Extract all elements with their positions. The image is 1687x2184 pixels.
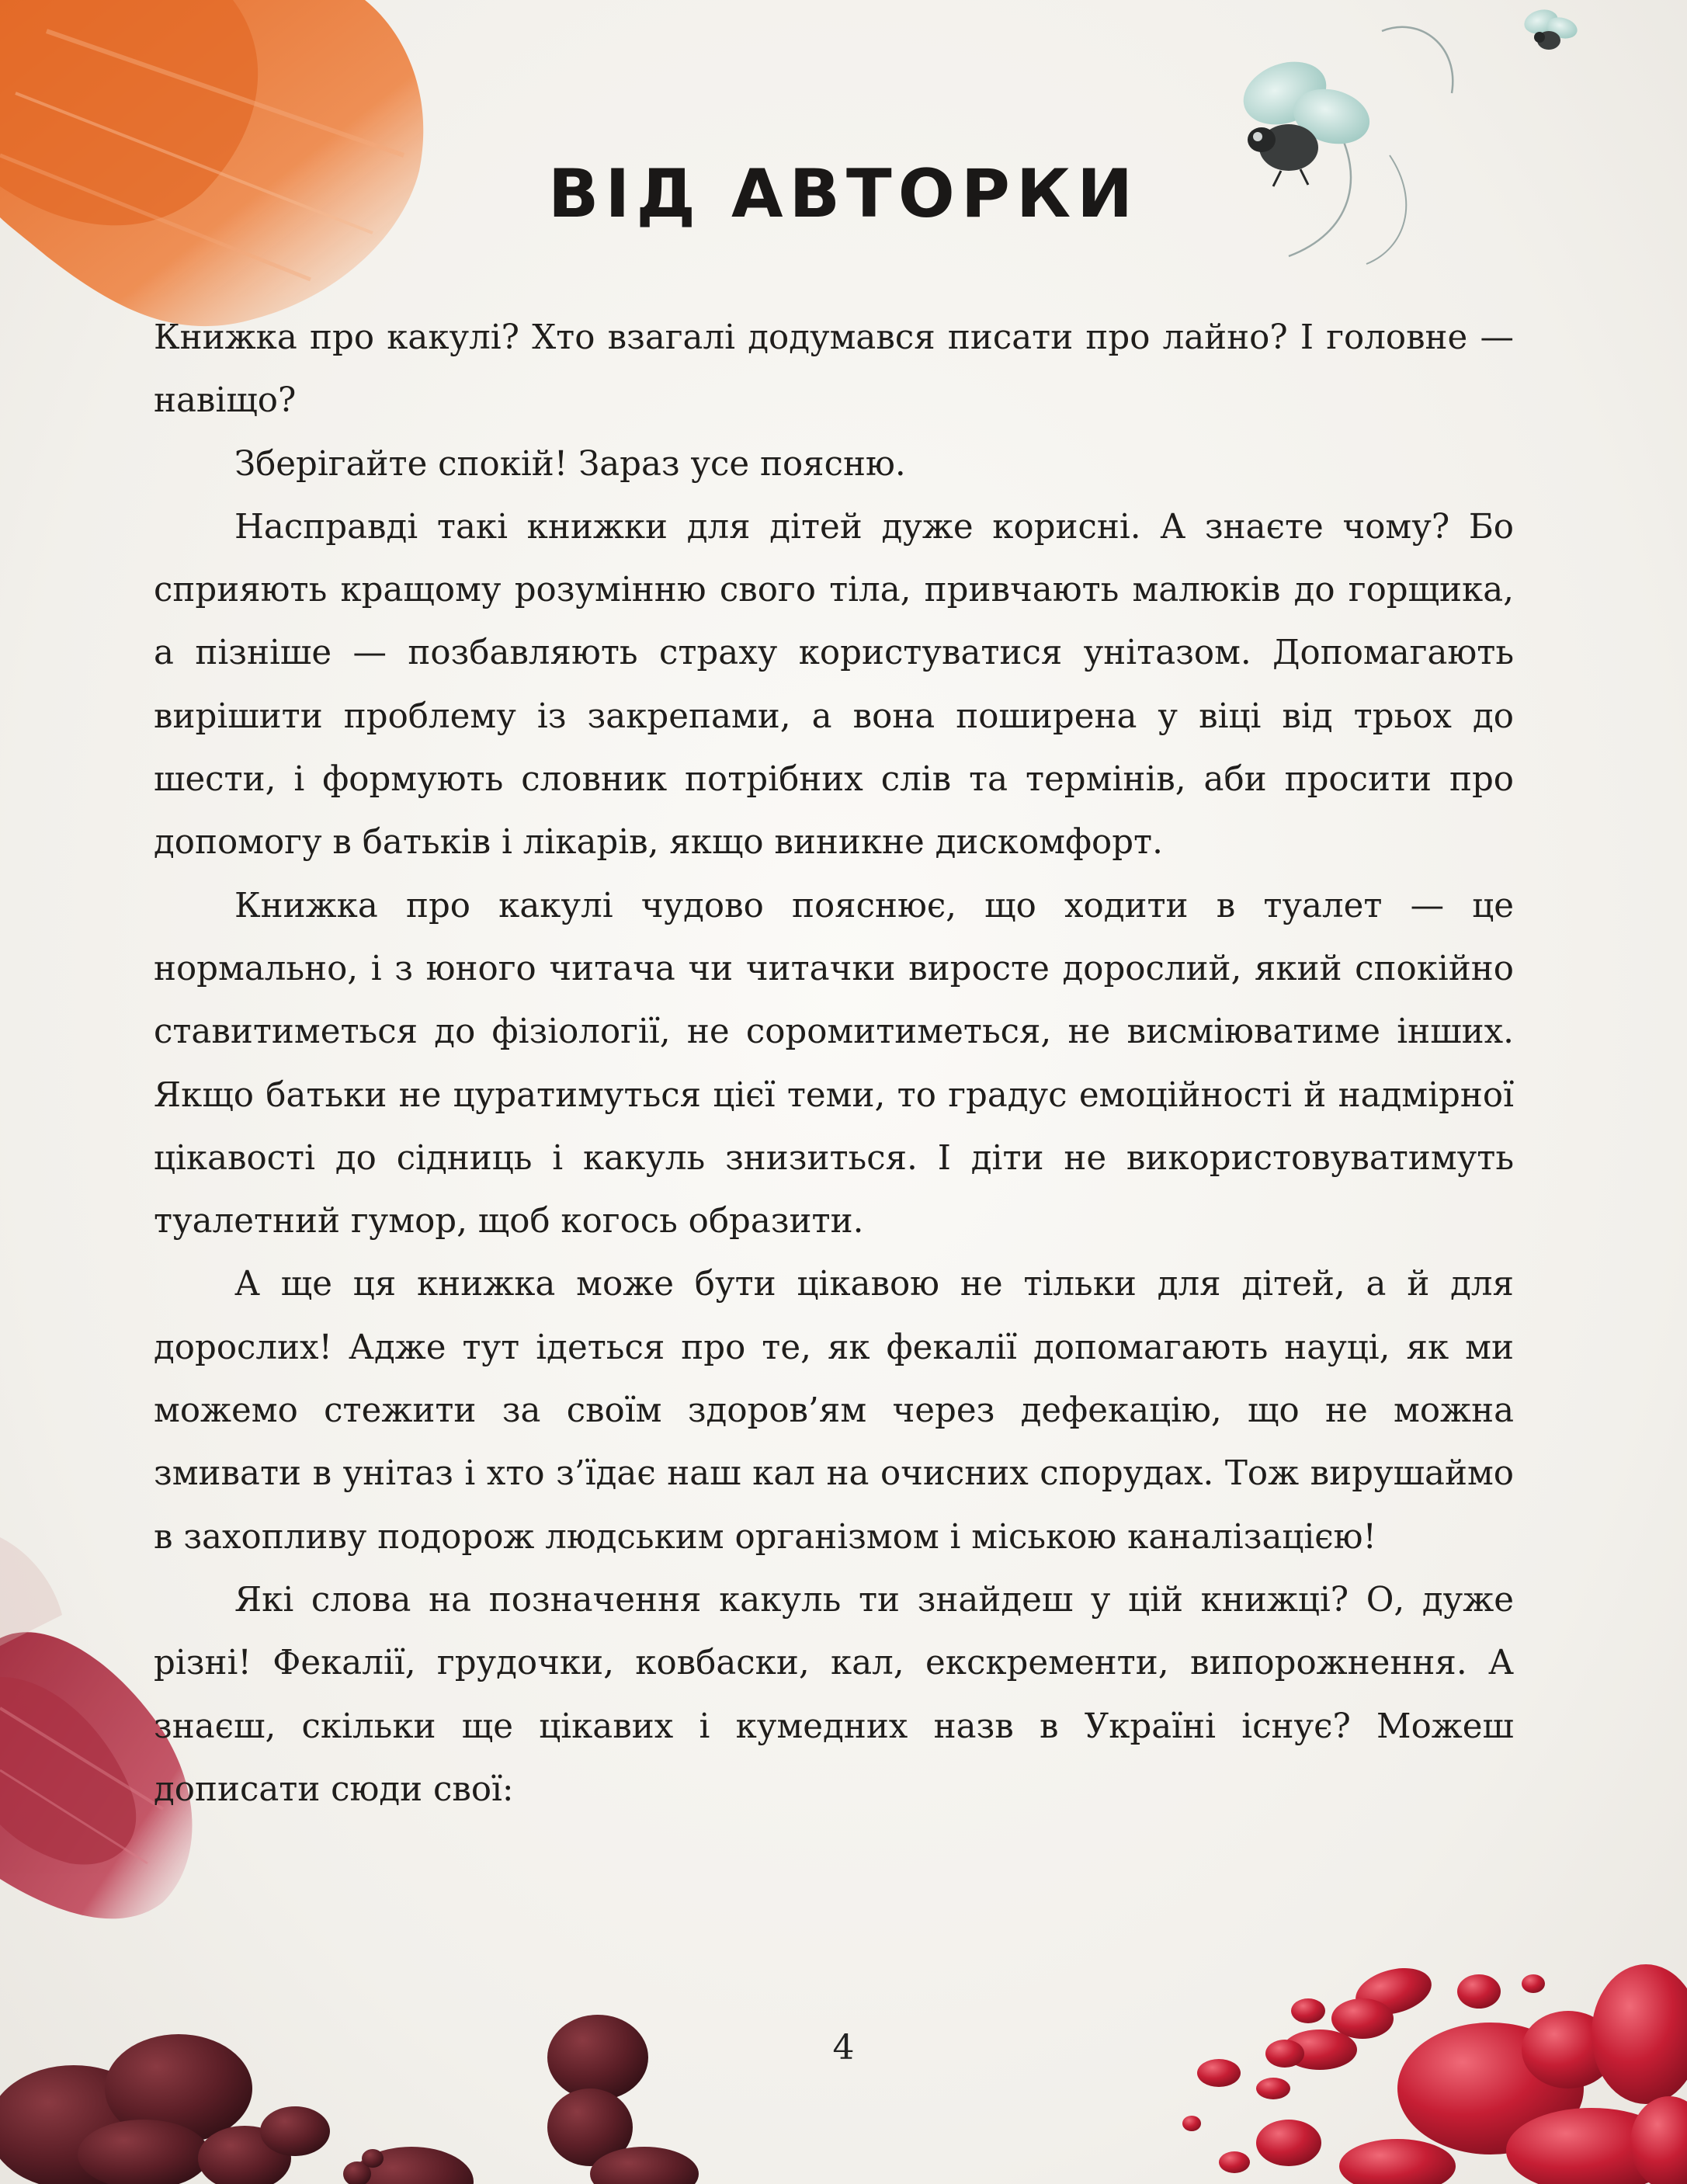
paragraph: Зберігайте спокій! Зараз усе поясню.	[234, 444, 906, 484]
paragraph: Книжка про какулі? Хто взагалі додумався писати про лайно? І головне — навіщо?	[154, 318, 1514, 421]
page-title: ВІД АВТОРКИ	[547, 155, 1140, 233]
body-text	[154, 307, 1514, 1821]
paragraph: Насправді такі книжки для дітей дуже корисні. А знаєте чому? Бо сприяють кращому розумінню свого тіла, привчають малюків до горщика, а пізніше — позбавляють страху користуватися унітазом. Допомагають вирішити проблему із закрепами, а вона поширена у віці від трьох до шести, і формують словник потрібних слів та термінів, аби просити про допомогу в батьків і лікарів, якщо виникне дискомфорт.	[154, 507, 1514, 863]
droppings-cluster-right	[1182, 1960, 1687, 2184]
page-number: 4	[832, 2028, 855, 2068]
paragraph: А ще ця книжка може бути цікавою не тільки для дітей, а й для дорослих! Адже тут ідеться про те, як фекалії допомагають науці, як ми можемо стежити за своїм здоров’ям через дефекацію, що не можна змивати в унітаз і хто з’їдає наш кал на очисних спорудах. Тож вирушаймо в захопливу подорож людським організмом і міською каналізацією!	[154, 1265, 1514, 1557]
paragraph: Які слова на позначення какуль ти знайдеш у цій книжці? О, дуже різні! Фекалії, грудочки, ковбаски, кал, екскременти, випорожнення. А знаєш, скільки ще цікавих і кумедних назв в Україні існує? Можеш дописати сюди свої:	[154, 1580, 1514, 1809]
paragraph: Книжка про какулі чудово пояснює, що ходити в туалет — це нормально, і з юного читача чи читачки виросте дорослий, який спокійно ставитиметься до фізіології, не соромитиметься, не висміюватиме інших. Якщо батьки не цуратимуться цієї теми, то градус емоційності й надмірної цікавості до сідниць і какуль знизиться. І діти не використовуватимуть туалетний гумор, щоб когось образити.	[154, 886, 1514, 1241]
